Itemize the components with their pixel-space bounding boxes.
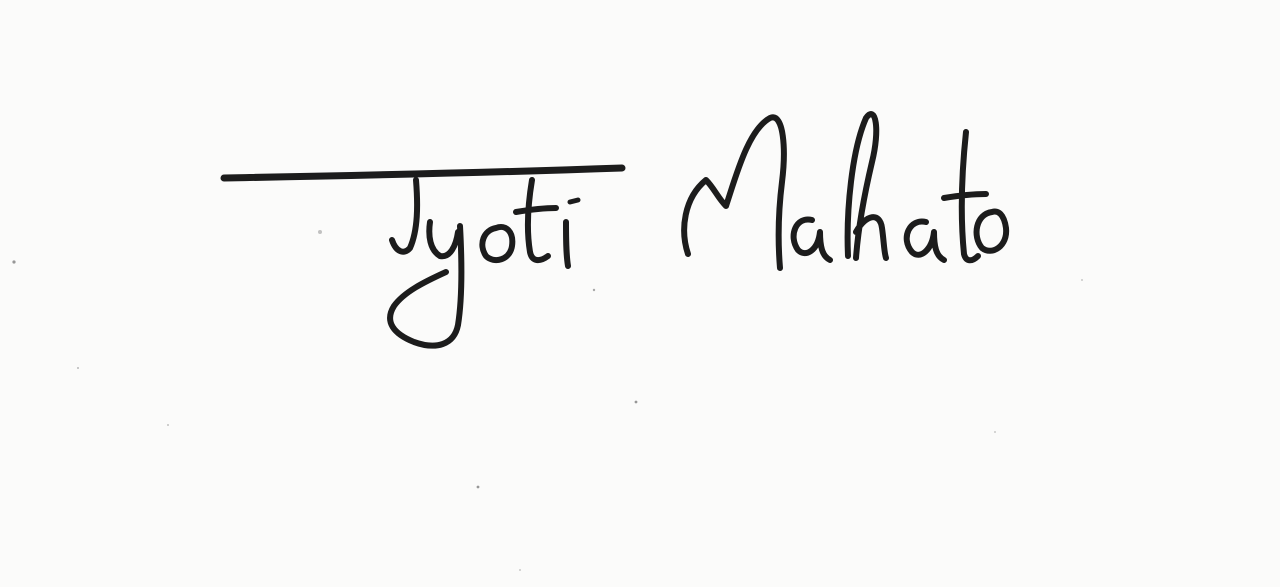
signature-letter-o2 — [977, 212, 1007, 251]
signature-letter-J — [392, 180, 417, 252]
signature-letter-a2 — [907, 221, 944, 260]
paper-speckles — [12, 230, 1083, 571]
signature-letter-M — [684, 117, 784, 268]
signature-letter-y — [390, 222, 461, 346]
signature-letter-h — [848, 114, 886, 258]
signature-overline — [224, 168, 622, 178]
signature-dot-i — [570, 200, 578, 202]
signature-letter-o — [482, 227, 512, 260]
signature-letter-a — [794, 219, 830, 260]
signature-letter-t — [516, 180, 556, 260]
signature-letter-i — [566, 222, 568, 266]
signature-strokes — [224, 114, 1006, 346]
